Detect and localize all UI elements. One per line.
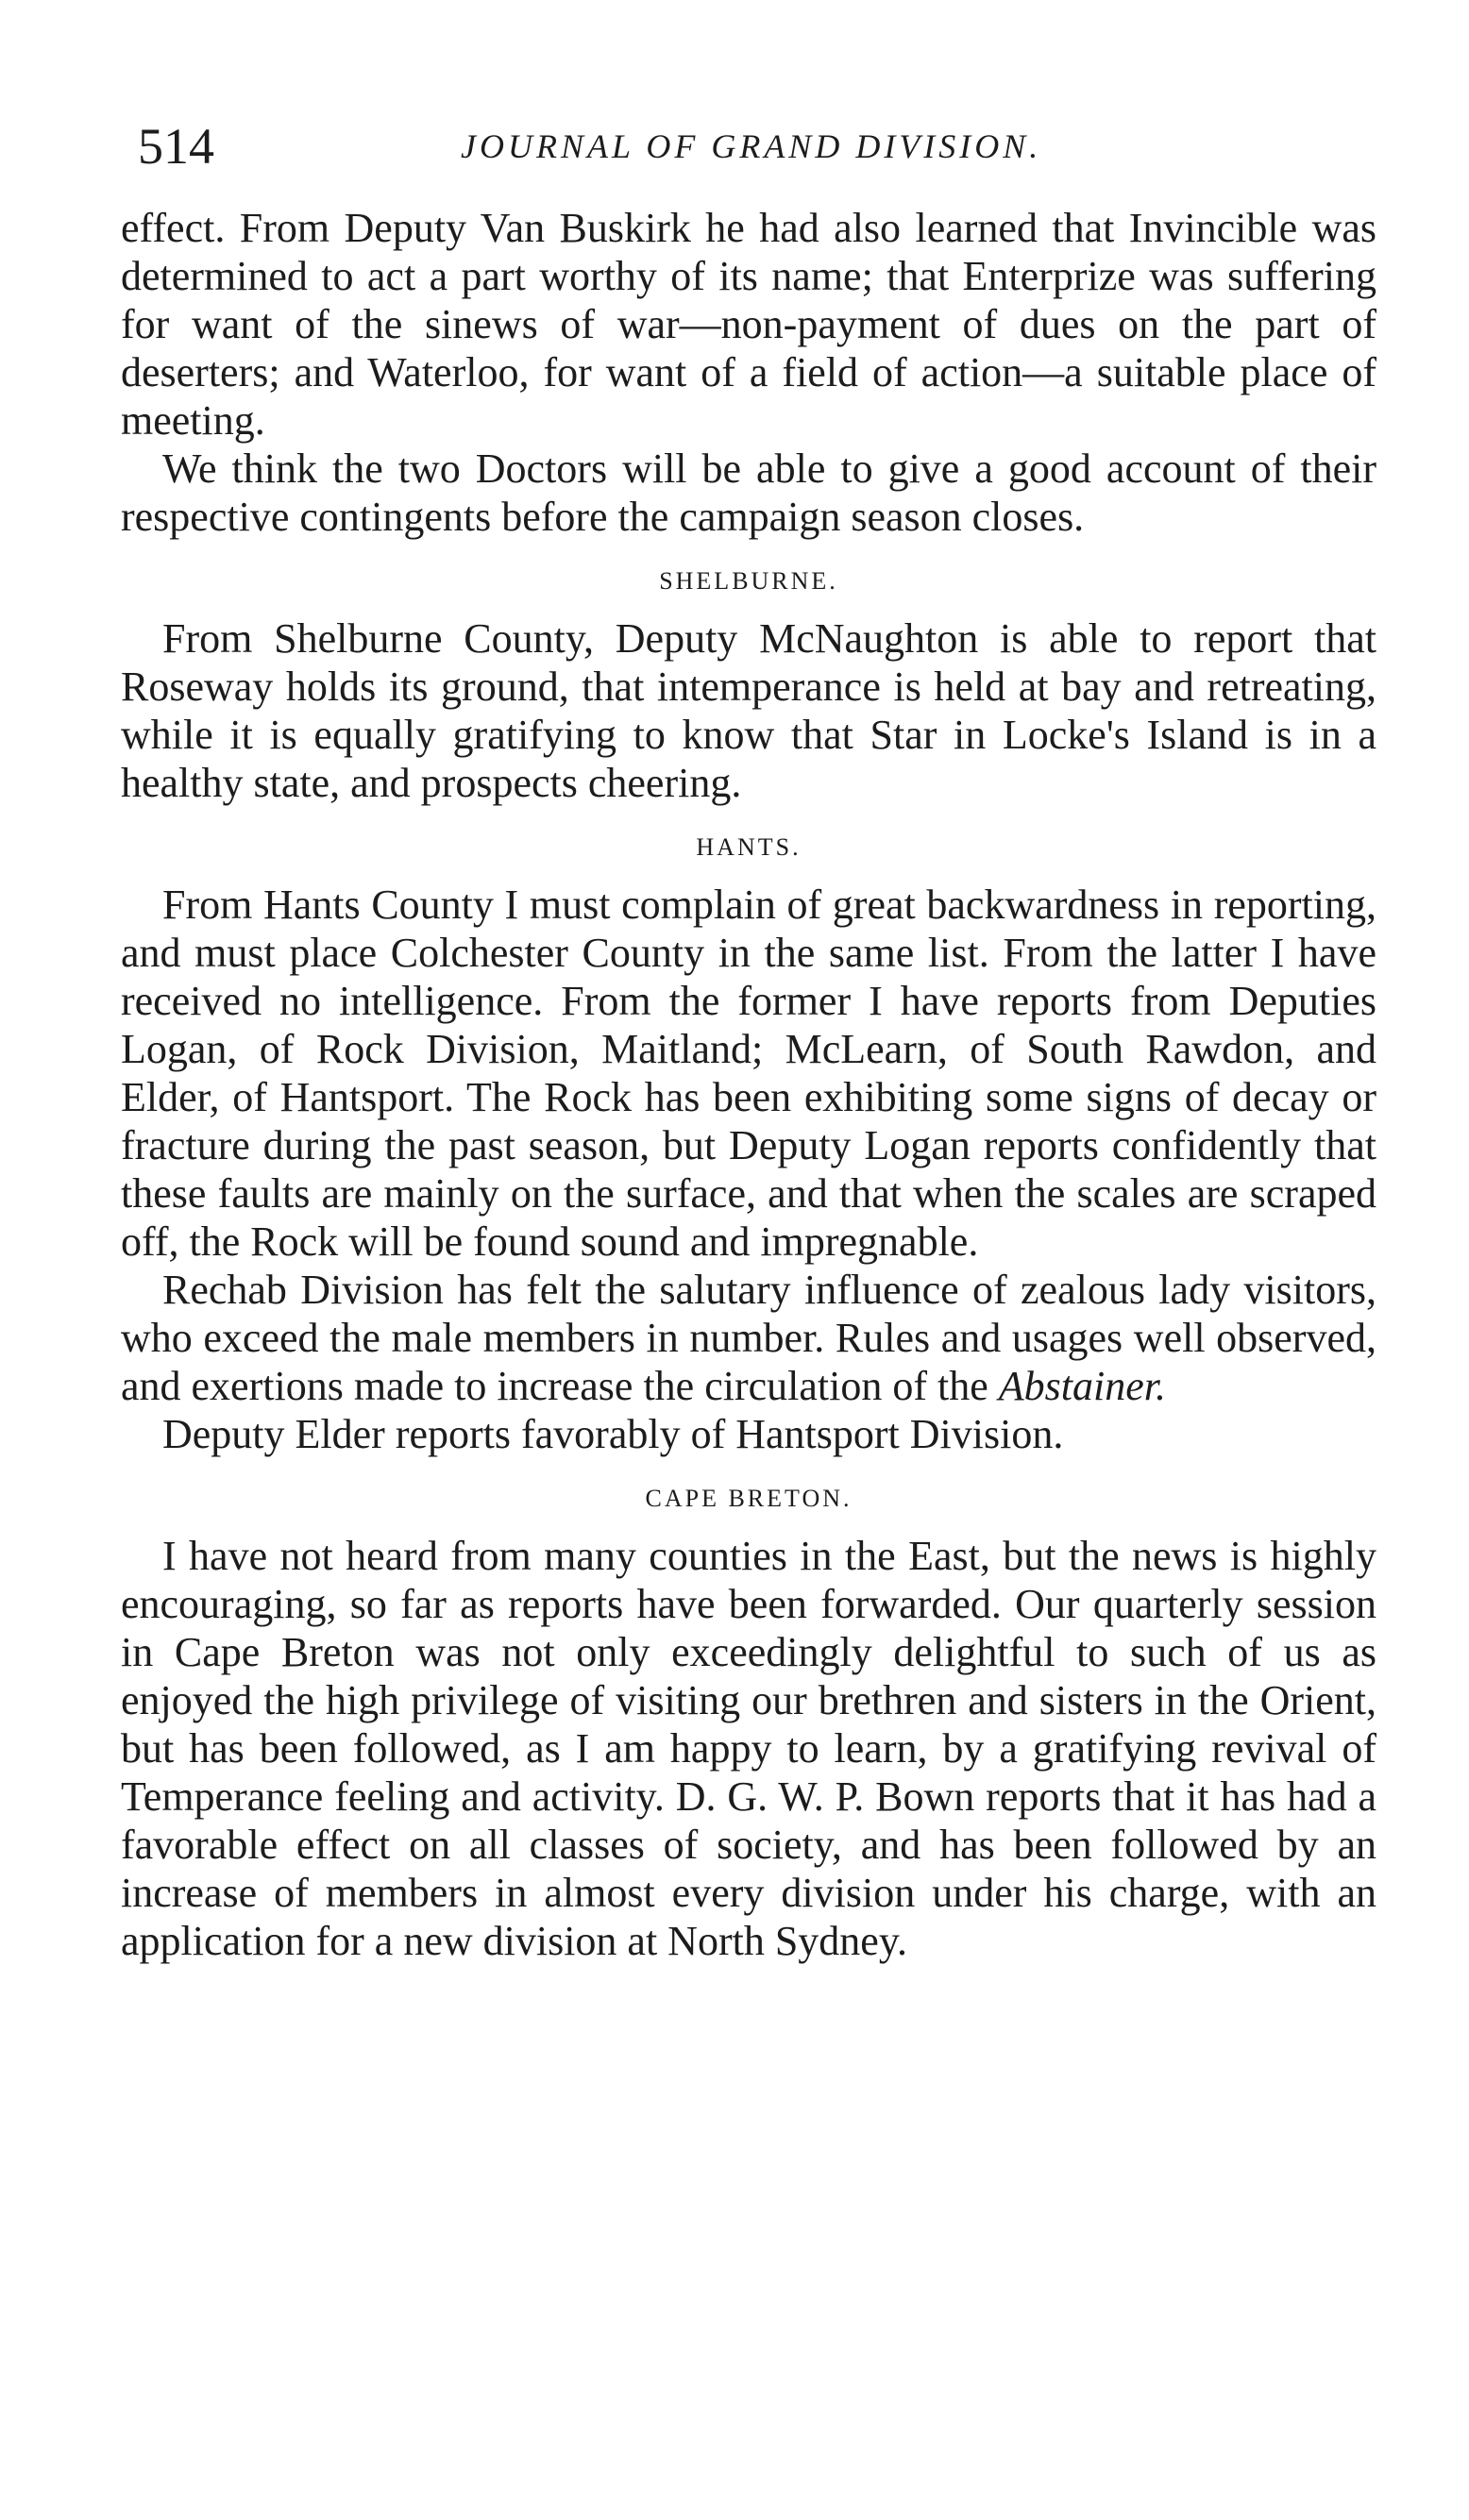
- section-heading-hants: HANTS.: [696, 833, 802, 861]
- cape-breton-paragraph: I have not heard from many counties in the East, but the news is highly encouraging, so far as reports have been forwarded. Our quarterly session in Cape Breton was not only exceedingly delightful to such of us as enjoyed the high privilege of visiting our brethren and sisters in the Orient, but has been followed, as I am happy to learn, by a gratifying revival of Temperance feeling and activity. D. G. W. P. Bown reports that it has had a favorable effect on all classes of society, and has been followed by an increase of members in almost every division under his charge, with an application for a new division at North Sydney.: [121, 1533, 1376, 1964]
- body-text: [121, 204, 1376, 1965]
- document-page: [121, 113, 1376, 1965]
- shelburne-paragraph: From Shelburne County, Deputy McNaughton is able to report that Roseway holds its ground, that intemperance is held at bay and retreating, while it is equally gratifying to know that Star in Locke's Island is in a healthy state, and prospects cheering.: [121, 615, 1376, 806]
- hants-paragraph: From Hants County I must complain of great backwardness in reporting, and must place Colchester County in the same list. From the latter I have received no intelligence. From the former I have reports from Deputies Logan, of Rock Division, Maitland; McLearn, of South Rawdon, and Elder, of Hantsport. The Rock has been exhibiting some signs of decay or fracture during the past season, but Deputy Logan reports confidently that these faults are mainly on the surface, and that when the scales are scraped off, the Rock will be found sound and impregnable.: [121, 882, 1376, 1265]
- rechab-text: Rechab Division has felt the salutary influence of zealous lady visitors, who exceed the male members in number. Rules and usages well observed, and exertions made to increase the circulation of the: [121, 1267, 1376, 1409]
- section-heading-cape-breton: CAPE BRETON.: [645, 1485, 853, 1512]
- intro-paragraph-1: effect. From Deputy Van Buskirk he had also learned that Invincible was determined to act a part worthy of its name; that Enterprize was suffering for want of the sinews of war—non-payment of dues on the part of deserters; and Waterloo, for want of a field of action—a suitable place of meeting.: [121, 205, 1376, 444]
- elder-paragraph: Deputy Elder reports favorably of Hantsport Division.: [162, 1411, 1064, 1457]
- page-header: [121, 113, 1376, 179]
- page-number: 514: [138, 118, 214, 175]
- intro-paragraph-2: We think the two Doctors will be able to give a good account of their respective contingents before the campaign season closes.: [121, 445, 1376, 540]
- rechab-paragraph: [121, 1266, 1376, 1410]
- section-heading-shelburne: SHELBURNE.: [659, 567, 838, 595]
- running-head: JOURNAL OF GRAND DIVISION.: [461, 127, 1042, 165]
- abstainer-title: Abstainer.: [998, 1363, 1166, 1409]
